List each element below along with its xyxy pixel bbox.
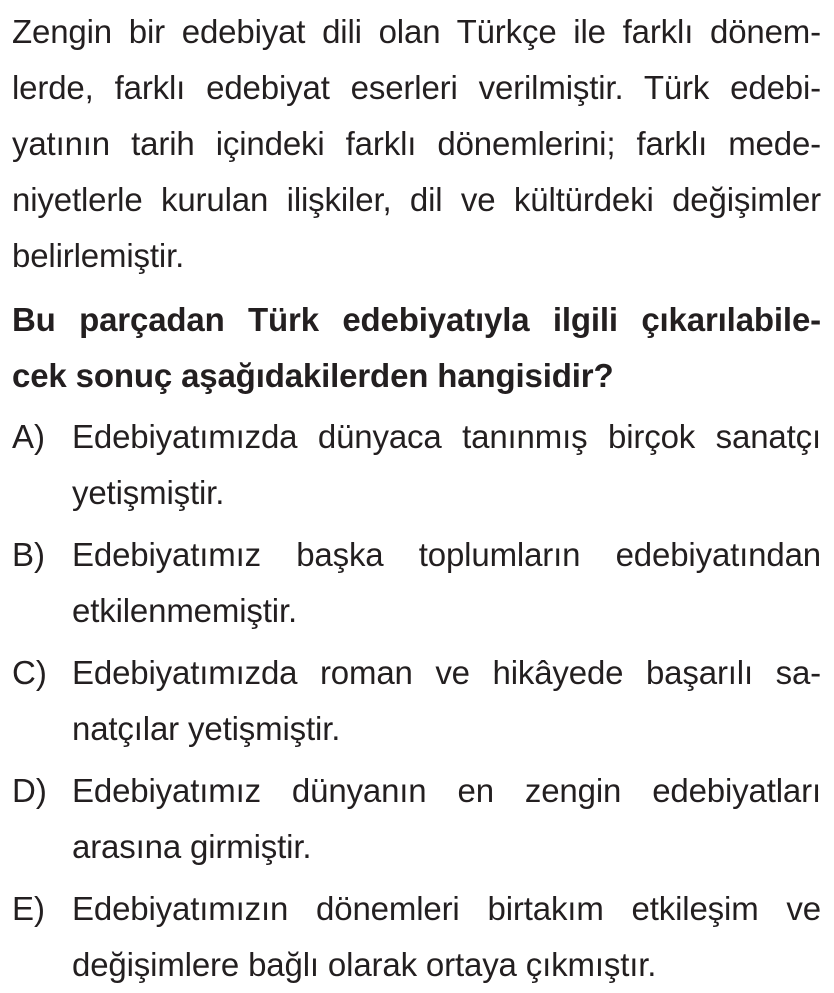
question-line: cek sonuç aşağıdakilerden hangisidir? xyxy=(12,357,614,394)
passage-line: Zengin bir edebiyat dili olan Türkçe ile farklı dönem- xyxy=(12,13,821,50)
option-text xyxy=(72,409,821,521)
option-line: yetişmiştir. xyxy=(72,474,225,511)
reading-passage xyxy=(12,0,821,284)
option-line: Edebiyatımızda roman ve hikâyede başarılı sa- xyxy=(72,654,821,691)
question-line: Bu parçadan Türk edebiyatıyla ilgili çıkarılabile- xyxy=(12,301,821,338)
option-text xyxy=(72,763,821,875)
option-b[interactable] xyxy=(12,527,821,639)
option-line: arasına girmiştir. xyxy=(72,828,312,865)
option-letter: A) xyxy=(12,418,45,455)
option-letter: E) xyxy=(12,890,45,927)
option-letter: C) xyxy=(12,654,47,691)
passage-line: niyetlerle kurulan ilişkiler, dil ve kültürdeki değişimler xyxy=(12,181,821,218)
option-line: Edebiyatımızın dönemleri birtakım etkileşim ve xyxy=(72,890,821,927)
option-c[interactable] xyxy=(12,645,821,757)
option-text xyxy=(72,645,821,757)
passage-line: lerde, farklı edebiyat eserleri verilmiştir. Türk edebi- xyxy=(12,69,821,106)
option-text xyxy=(72,881,821,993)
question-stem xyxy=(12,292,821,404)
option-line: etkilenmemiştir. xyxy=(72,592,297,629)
option-text xyxy=(72,527,821,639)
option-a[interactable] xyxy=(12,409,821,521)
option-line: değişimlere bağlı olarak ortaya çıkmıştır. xyxy=(72,946,657,983)
option-letter: B) xyxy=(12,536,45,573)
option-d[interactable] xyxy=(12,763,821,875)
answer-options xyxy=(12,409,821,993)
option-letter: D) xyxy=(12,772,47,809)
option-line: Edebiyatımızda dünyaca tanınmış birçok sanatçı xyxy=(72,418,821,455)
option-line: Edebiyatımız dünyanın en zengin edebiyatları xyxy=(72,772,821,809)
option-e[interactable] xyxy=(12,881,821,993)
option-line: natçılar yetişmiştir. xyxy=(72,710,341,747)
option-line: Edebiyatımız başka toplumların edebiyatından xyxy=(72,536,821,573)
passage-line: belirlemiştir. xyxy=(12,237,185,274)
passage-line: yatının tarih içindeki farklı dönemlerini; farklı mede- xyxy=(12,125,821,162)
